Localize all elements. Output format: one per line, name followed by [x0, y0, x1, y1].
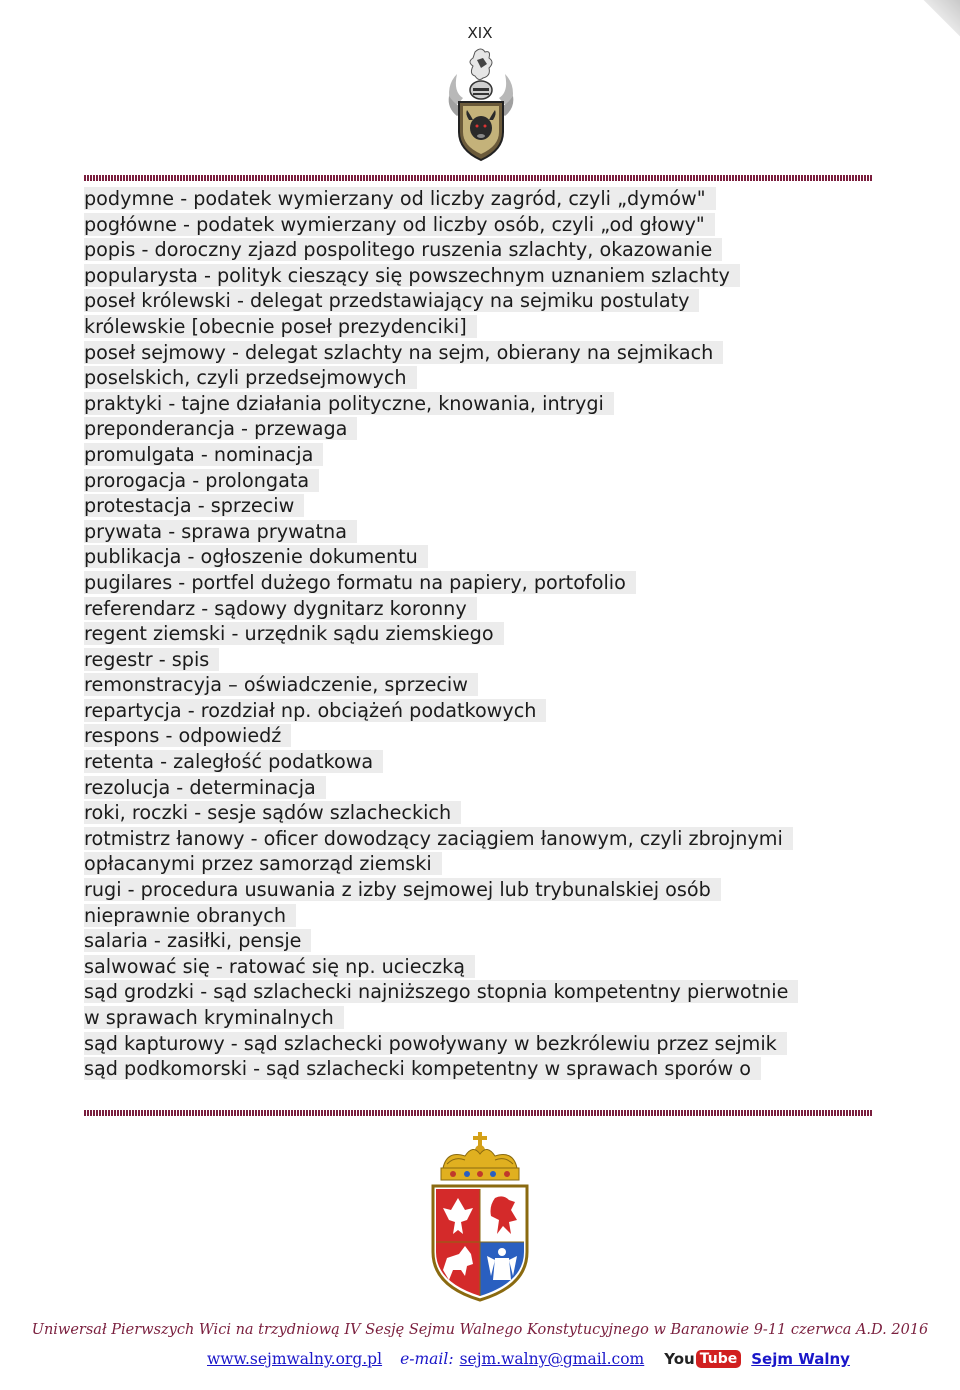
glossary-entry: poseł sejmowy - delegat szlachty na sejm, obierany na sejmikach	[84, 340, 884, 366]
glossary-entry: królewskie [obecnie poseł prezydenciki]	[84, 314, 884, 340]
footer-links	[207, 1344, 850, 1374]
youtube-logo-icon[interactable]: You Tube	[664, 1350, 741, 1368]
glossary-entry: sąd kapturowy - sąd szlachecki powoływany w bezkrólewiu przez sejmik	[84, 1031, 884, 1057]
glossary-entry: salaria - zasiłki, pensje	[84, 928, 884, 954]
glossary-entry: protestacja - sprzeciw	[84, 493, 884, 519]
glossary-entry: roki, roczki - sesje sądów szlacheckich	[84, 800, 884, 826]
glossary-entry: preponderancja - przewaga	[84, 416, 884, 442]
glossary-entry: rugi - procedura usuwania z izby sejmowej lub trybunalskiej osób	[84, 877, 884, 903]
glossary-entry: poselskich, czyli przedsejmowych	[84, 365, 884, 391]
decorative-rule-bottom	[84, 1110, 873, 1116]
glossary-entry: poseł królewski - delegat przedstawiający na sejmiku postulaty	[84, 288, 884, 314]
glossary-entry: publikacja - ogłoszenie dokumentu	[84, 544, 884, 570]
glossary-entry: promulgata - nominacja	[84, 442, 884, 468]
glossary-entry: w sprawach kryminalnych	[84, 1005, 884, 1031]
email-label: e-mail:	[400, 1350, 454, 1368]
glossary-entry: respons - odpowiedź	[84, 723, 884, 749]
glossary-entry: salwować się - ratować się np. ucieczką	[84, 954, 884, 980]
glossary-entry: retenta - zaległość podatkowa	[84, 749, 884, 775]
glossary-entry: remonstracyja – oświadczenie, sprzeciw	[84, 672, 884, 698]
glossary-entry: opłacanymi przez samorząd ziemski	[84, 851, 884, 877]
glossary-entry: popularysta - polityk cieszący się powszechnym uznaniem szlachty	[84, 263, 884, 289]
glossary-entry: popis - doroczny zjazd pospolitego ruszenia szlachty, okazowanie	[84, 237, 884, 263]
glossary-entry: prorogacja - prolongata	[84, 468, 884, 494]
glossary-entry: pugilares - portfel dużego formatu na papiery, portofolio	[84, 570, 884, 596]
glossary-entry: repartycja - rozdział np. obciążeń podatkowych	[84, 698, 884, 724]
glossary-entry: prywata - sprawa prywatna	[84, 519, 884, 545]
email-link[interactable]: sejm.walny@gmail.com	[459, 1350, 645, 1368]
glossary-entry: podymne - podatek wymierzany od liczby zagród, czyli „dymów"	[84, 186, 884, 212]
glossary-entry: praktyki - tajne działania polityczne, knowania, intrygi	[84, 391, 884, 417]
commonwealth-coat-of-arms-icon	[425, 1130, 535, 1302]
glossary-entry: regestr - spis	[84, 647, 884, 673]
glossary-entry: sąd podkomorski - sąd szlachecki kompetentny w sprawach sporów o	[84, 1056, 884, 1082]
website-link[interactable]: www.sejmwalny.org.pl	[207, 1350, 383, 1368]
family-crest-icon	[443, 46, 519, 164]
sejm-walny-link[interactable]: Sejm Walny	[751, 1350, 850, 1368]
glossary-entry: regent ziemski - urzędnik sądu ziemskiego	[84, 621, 884, 647]
glossary-entry: referendarz - sądowy dygnitarz koronny	[84, 596, 884, 622]
glossary-entry: rezolucja - determinacja	[84, 775, 884, 801]
glossary-entry: pogłówne - podatek wymierzany od liczby osób, czyli „od głowy"	[84, 212, 884, 238]
glossary-entry: nieprawnie obranych	[84, 903, 884, 929]
footer-announcement: Uniwersał Pierwszych Wici na trzydniową IV Sesję Sejmu Walnego Konstytucyjnego w Baranowie 9-11 czerwca A.D. 2016	[31, 1322, 929, 1338]
glossary-entry: rotmistrz łanowy - oficer dowodzący zaciągiem łanowym, czyli zbrojnymi	[84, 826, 884, 852]
page-number: XIX	[467, 24, 493, 42]
decorative-rule-top	[84, 175, 873, 181]
glossary-entry: sąd grodzki - sąd szlachecki najniższego stopnia kompetentny pierwotnie	[84, 979, 884, 1005]
glossary-list	[84, 186, 884, 1082]
